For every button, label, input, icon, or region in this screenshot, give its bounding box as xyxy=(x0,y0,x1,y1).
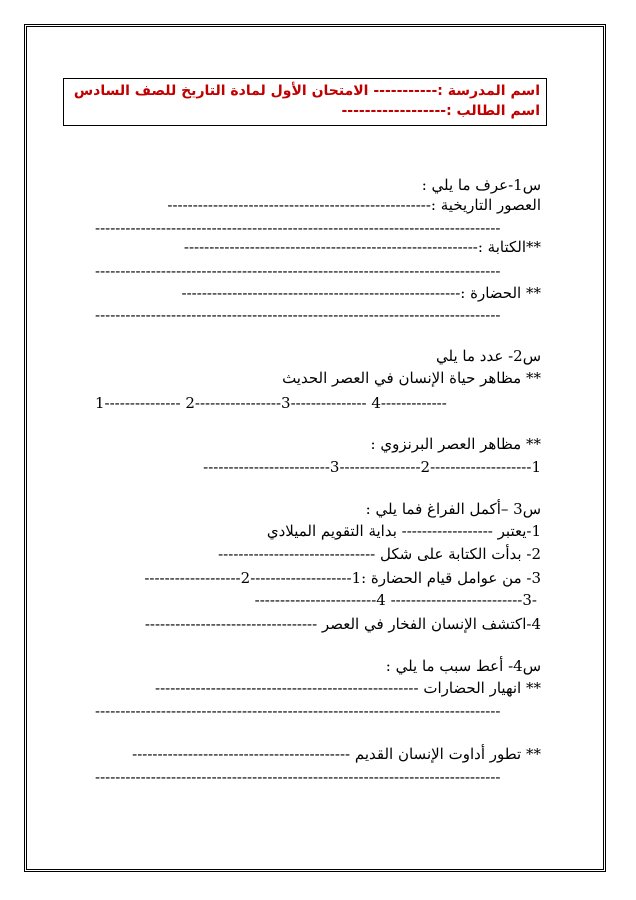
q1-item-2: **الكتابة :---------------------------------------------------------- xyxy=(183,238,541,256)
q4-item-1: ** انهيار الحضارات ---------------------------------------------------- xyxy=(155,679,541,697)
q2-title: س2- عدد ما يلي xyxy=(436,347,541,365)
q1-item-3: ** الحضارة :------------------------------------------------------- xyxy=(181,284,541,302)
q2-sub-2: ** مظاهر العصر البرنزوي : xyxy=(370,435,541,453)
q1-item-1: العصور التاريخية :---------------------------------------------------- xyxy=(167,196,541,214)
header-line-2: اسم الطالب :------------------ xyxy=(341,103,540,119)
q4-item-2: ** تطور أداوت الإنسان القديم ------------------------------------------- xyxy=(132,745,541,763)
exam-header xyxy=(63,78,547,126)
q3-line-3: 3- من عوامل قيام الحضارة :1--------------------2------------------- xyxy=(144,569,541,587)
q1-title: س1-عرف ما يلي : xyxy=(421,176,541,194)
q1-item-2-line: -------------------------------------------------------------------------------- xyxy=(95,262,501,280)
q1-item-1-line: -------------------------------------------------------------------------------- xyxy=(95,219,501,237)
q4-item-1-line: -------------------------------------------------------------------------------- xyxy=(95,702,501,720)
q3-line-2: 2- بدأت الكتابة على شكل ------------------------------- xyxy=(218,545,541,563)
q3-line-3b: -3-------------------------- 4------------------------ xyxy=(254,591,537,609)
q2-sub-2-blanks: 1--------------------2----------------3------------------------- xyxy=(203,458,541,476)
q4-item-2-line: -------------------------------------------------------------------------------- xyxy=(95,768,501,786)
q2-sub-1: ** مظاهر حياة الإنسان في العصر الحديث xyxy=(282,369,541,387)
q2-sub-1-blanks: 1--------------- 2-----------------3--------------- 4------------- xyxy=(95,394,447,412)
q1-item-3-line: -------------------------------------------------------------------------------- xyxy=(95,306,501,324)
q3-title: س3 –أكمل الفراغ فما يلي : xyxy=(365,500,541,518)
header-line-1: اسم المدرسة :----------- الامتحان الأول لمادة التاريخ للصف السادس xyxy=(73,83,540,99)
q3-line-4: 4-اكتشف الإنسان الفخار في العصر ---------------------------------- xyxy=(144,615,541,633)
q4-title: س4- أعط سبب ما يلي : xyxy=(385,657,541,675)
q3-line-1: 1-يعتبر ------------------ بداية التقويم الميلادي xyxy=(266,522,541,540)
